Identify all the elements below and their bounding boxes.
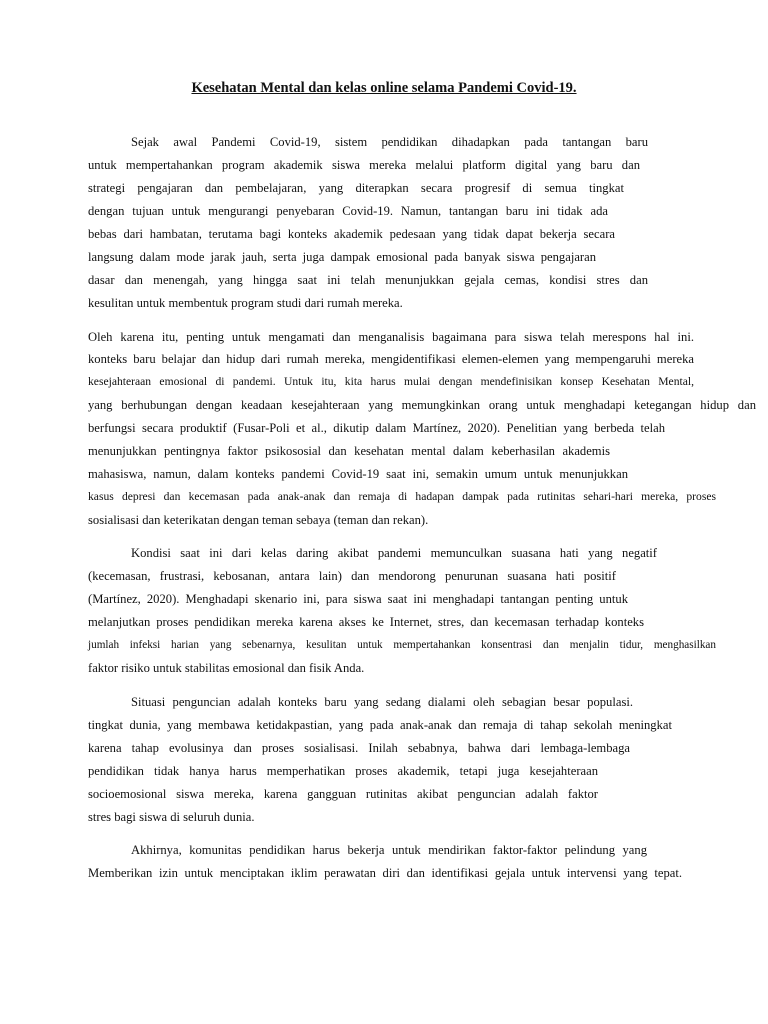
paragraph-3-line: melanjutkan proses pendidikan mereka karena akses ke Internet, stres, dan kecemasan terhadap konteks	[88, 615, 644, 629]
paragraph-2-line: sosialisasi dan keterikatan dengan teman sebaya (teman dan rekan).	[88, 513, 429, 527]
paragraph-2-line: kesejahteraan emosional di pandemi. Untuk itu, kita harus mulai dengan mendefinisikan konsep Kesehatan Mental,	[88, 375, 694, 388]
paragraph-4-line: pendidikan tidak hanya harus memperhatikan proses akademik, tetapi juga kesejahteraan	[88, 764, 598, 778]
paragraph-3-line: (kecemasan, frustrasi, kebosanan, antara lain) dan mendorong penurunan suasana hati positif	[88, 569, 616, 583]
document-title: Kesehatan Mental dan kelas online selama Pandemi Covid-19.	[191, 80, 577, 96]
paragraph-1-line: kesulitan untuk membentuk program studi dari rumah mereka.	[88, 296, 403, 310]
paragraph-2-line: berfungsi secara produktif (Fusar-Poli et al., dikutip dalam Martínez, 2020). Penelitian yang berbeda telah	[88, 421, 665, 435]
paragraph-3-line: faktor risiko untuk stabilitas emosional dan fisik Anda.	[88, 661, 365, 675]
paragraph-3-line: Kondisi saat ini dari kelas daring akibat pandemi memunculkan suasana hati yang negatif	[131, 546, 657, 560]
paragraph-4-line: Situasi penguncian adalah konteks baru yang sedang dialami oleh sebagian besar populasi.	[131, 695, 633, 709]
paragraph-1-line: strategi pengajaran dan pembelajaran, yang diterapkan secara progresif di semua tingkat	[88, 181, 624, 195]
paragraph-2-line: kasus depresi dan kecemasan pada anak-anak dan remaja di hadapan dampak pada rutinitas sehari-hari mereka, proses	[88, 490, 716, 503]
paragraph-5-line: Akhirnya, komunitas pendidikan harus bekerja untuk mendirikan faktor-faktor pelindung yang	[131, 843, 647, 857]
paragraph-3-line: jumlah infeksi harian yang sebenarnya, kesulitan untuk mempertahankan konsentrasi dan menjalin tidur, menghasilkan	[88, 639, 716, 651]
paragraph-5-line: Memberikan izin untuk menciptakan iklim perawatan diri dan identifikasi gejala untuk intervensi yang tepat.	[88, 866, 682, 880]
paragraph-3-line: (Martínez, 2020). Menghadapi skenario ini, para siswa saat ini menghadapi tantangan penting untuk	[88, 592, 628, 606]
paragraph-2-line: mahasiswa, namun, dalam konteks pandemi Covid-19 saat ini, semakin umum untuk menunjukkan	[88, 467, 628, 481]
paragraph-2-line: Oleh karena itu, penting untuk mengamati dan menganalisis bagaimana para siswa telah merespons hal ini.	[88, 330, 694, 344]
paragraph-1-line: untuk mempertahankan program akademik siswa mereka melalui platform digital yang baru dan	[88, 158, 640, 172]
paragraph-1-line: bebas dari hambatan, terutama bagi konteks akademik pedesaan yang tidak dapat bekerja secara	[88, 227, 615, 241]
paragraph-2-line: konteks baru belajar dan hidup dari rumah mereka, mengidentifikasi elemen-elemen yang mempengaruhi mereka	[88, 352, 694, 366]
paragraph-2-line: menunjukkan pentingnya faktor psikososial dan kesehatan mental dalam keberhasilan akademis	[88, 444, 610, 458]
paragraph-4-line: stres bagi siswa di seluruh dunia.	[88, 810, 255, 824]
paragraph-1-line: Sejak awal Pandemi Covid-19, sistem pendidikan dihadapkan pada tantangan baru	[131, 135, 648, 149]
paragraph-2-line: yang berhubungan dengan keadaan kesejahteraan yang memungkinkan orang untuk menghadapi ketegangan hidup dan	[88, 398, 756, 412]
paragraph-4-line: karena tahap evolusinya dan proses sosialisasi. Inilah sebabnya, bahwa dari lembaga-lembaga	[88, 741, 630, 755]
paragraph-1-line: langsung dalam mode jarak jauh, serta juga dampak emosional pada banyak siswa pengajaran	[88, 250, 596, 264]
paragraph-4-line: socioemosional siswa mereka, karena gangguan rutinitas akibat penguncian adalah faktor	[88, 787, 598, 801]
paragraph-1-line: dengan tujuan untuk mengurangi penyebaran Covid-19. Namun, tantangan baru ini tidak ada	[88, 204, 608, 218]
paragraph-4-line: tingkat dunia, yang membawa ketidakpastian, yang pada anak-anak dan remaja di tahap sekolah meningkat	[88, 718, 672, 732]
paragraph-1-line: dasar dan menengah, yang hingga saat ini telah menunjukkan gejala cemas, kondisi stres dan	[88, 273, 648, 287]
